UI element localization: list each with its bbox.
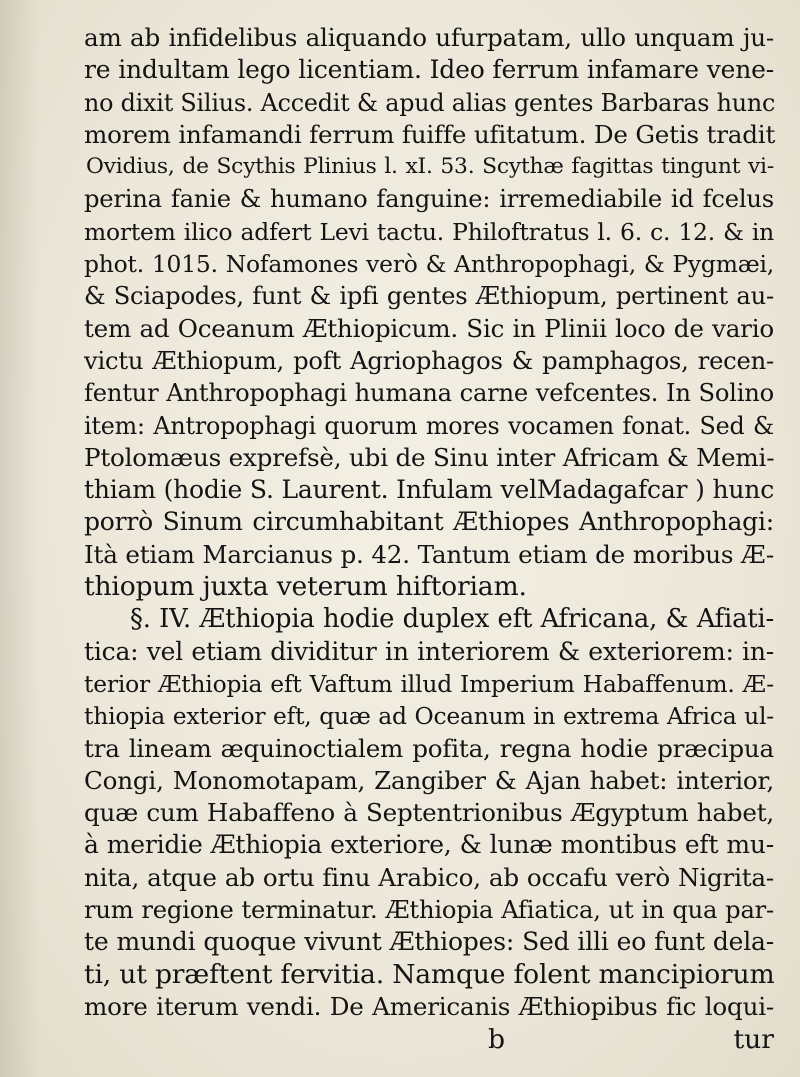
text-line: terior Æthiopia eft Vaftum illud Imperium Habaffenum. Æ- <box>84 669 774 698</box>
text-line: re indultam lego licentiam. Ideo ferrum infamare vene- <box>84 55 774 85</box>
text-line: item: Antropophagi quorum mores vocamen fonat. Sed & <box>84 411 774 440</box>
text-line: fentur Anthropophagi humana carne vefcentes. In Solino <box>84 379 774 408</box>
text-line: more iterum vendi. De Americanis Æthiopibus fic loqui- <box>84 991 774 1021</box>
text-line: tra lineam æquinoctialem pofita, regna hodie præcipua <box>84 733 774 763</box>
text-line: rum regione terminatur. Æthiopia Afiatica, ut in qua par- <box>84 896 774 925</box>
text-line: tem ad Oceanum Æthiopicum. Sic in Plinii loco de vario <box>84 313 774 343</box>
text-line: morem infamandi ferrum fuiffe ufitatum. De Getis tradit <box>84 119 776 149</box>
text-line: Ptolomæus exprefsè, ubi de Sinu inter Africam & Memi- <box>84 442 775 472</box>
body-text <box>84 22 774 1023</box>
text-line: thiopia exterior eft, quæ ad Oceanum in extrema Africa ul- <box>84 702 774 731</box>
text-line: à meridie Æthiopia exteriore, & lunæ montibus eft mu- <box>84 830 774 860</box>
text-line: & Sciapodes, funt & ipfi gentes Æthiopum, pertinent au- <box>84 282 774 311</box>
page-footer <box>84 1024 774 1056</box>
text-line: te mundi quoque vivunt Æthiopes: Sed illi eo funt dela- <box>84 927 774 957</box>
text-line: ti, ut præftent fervitia. Namque folent mancipiorum <box>84 958 775 990</box>
section-heading-line: §. IV. Æthiopia hodie duplex eft Africana, & Afiati- <box>130 604 774 635</box>
text-line: perina fanie & humano fanguine: irremediabile id fcelus <box>84 185 774 214</box>
text-line: quæ cum Habaffeno à Septentrionibus Ægyptum habet, <box>84 798 774 828</box>
text-line: Ità etiam Marcianus p. 42. Tantum etiam de moribus Æ- <box>84 539 774 569</box>
page-edge-shadow <box>0 0 40 1077</box>
text-line: nita, atque ab ortu finu Arabico, ab occafu verò Nigrita- <box>84 862 774 892</box>
signature-mark: b <box>488 1024 506 1055</box>
text-line: mortem ilico adfert Levi tactu. Philoftratus l. 6. c. 12. & in <box>84 217 774 246</box>
text-line: am ab infidelibus aliquando ufurpatam, ullo unquam ju- <box>84 23 774 52</box>
catchword: tur <box>733 1024 774 1055</box>
text-line: thiam (hodie S. Laurent. Infulam velMadagafcar ) hunc <box>84 475 774 505</box>
text-line: tica: vel etiam dividitur in interiorem & exteriorem: in- <box>84 636 774 666</box>
text-line: phot. 1015. Nofamones verò & Anthropophagi, & Pygmæi, <box>84 250 774 279</box>
text-line: thiopum juxta veterum hiftoriam. <box>84 571 527 603</box>
text-line: Ovidius, de Scythis Plinius l. xI. 53. Scythæ fagittas tingunt vi- <box>86 154 774 180</box>
text-line: Congi, Monomotapam, Zangiber & Ajan habet: interior, <box>84 765 774 795</box>
text-line: no dixit Silius. Accedit & apud alias gentes Barbaras hunc <box>84 88 776 117</box>
text-line: victu Æthiopum, poft Agriophagos & pamphagos, recen- <box>84 346 774 375</box>
text-line: porrò Sinum circumhabitant Æthiopes Anthropophagi: <box>84 507 774 537</box>
